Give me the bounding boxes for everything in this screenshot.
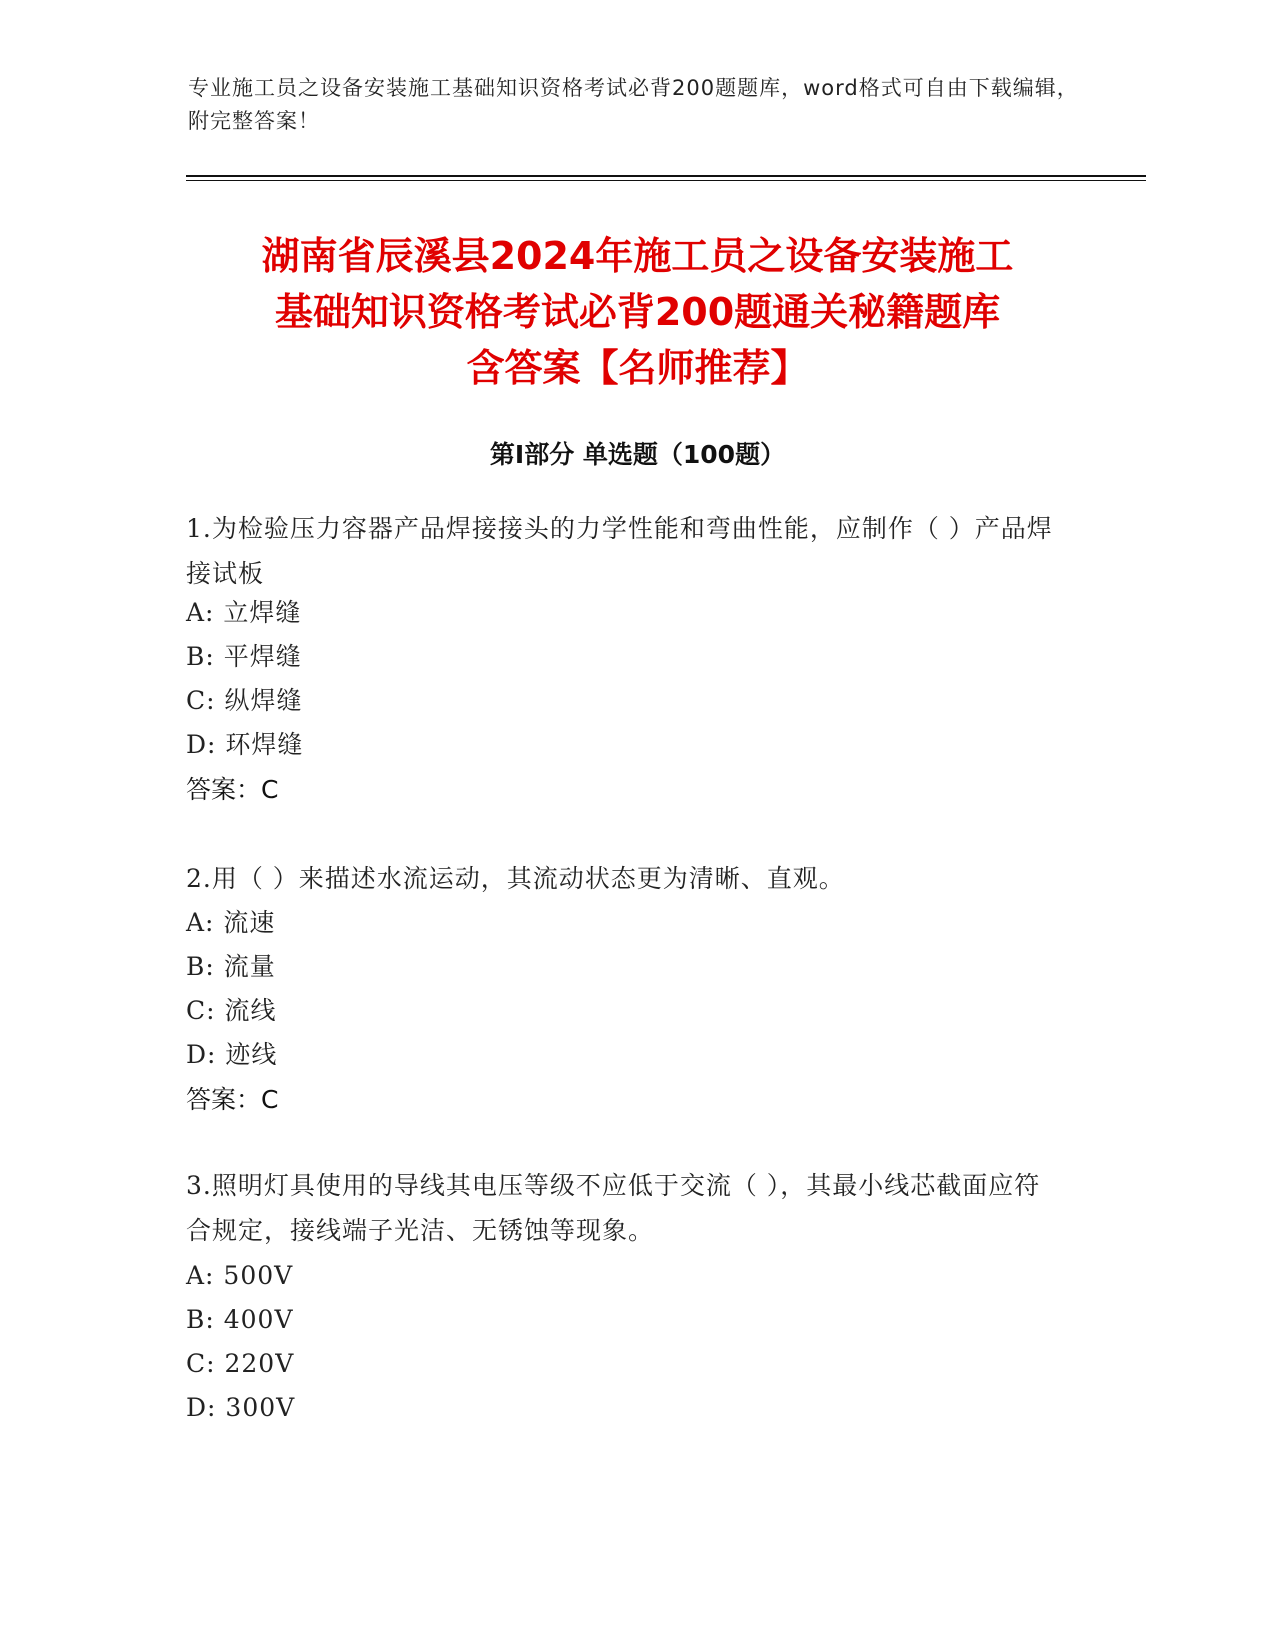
question-2-option-c: C: 流线 [186, 996, 277, 1025]
question-1-stem: 1.为检验压力容器产品焊接接头的力学性能和弯曲性能，应制作（ ）产品焊接试板 [186, 514, 1053, 588]
title-line-1: 湖南省辰溪县2024年施工员之设备安装施工 [261, 234, 1014, 278]
header-divider-thick [186, 175, 1146, 177]
title-line-2: 基础知识资格考试必背200题通关秘籍题库 [274, 290, 1001, 334]
question-2-stem: 2.用（ ）来描述水流运动，其流动状态更为清晰、直观。 [186, 864, 845, 893]
question-2-option-b: B: 流量 [186, 952, 276, 981]
document-title [160, 228, 1115, 396]
question-2-option-a: A: 流速 [186, 908, 276, 937]
section-heading: 第I部分 单选题（100题） [489, 440, 786, 469]
question-1-answer: 答案：C [186, 775, 279, 804]
question-2-answer: 答案：C [186, 1085, 279, 1114]
question-1-option-b: B: 平焊缝 [186, 642, 302, 671]
question-2-option-d: D: 迹线 [186, 1040, 278, 1069]
question-3-option-a: A: 500V [186, 1261, 294, 1290]
title-line-3: 含答案【名师推荐】 [466, 346, 809, 390]
question-3-stem: 3.照明灯具使用的导线其电压等级不应低于交流（ ），其最小线芯截面应符合规定，接线端子光洁、无锈蚀等现象。 [186, 1171, 1041, 1245]
question-1-option-a: A: 立焊缝 [186, 598, 302, 627]
question-1-option-d: D: 环焊缝 [186, 730, 304, 759]
question-1-option-c: C: 纵焊缝 [186, 686, 303, 715]
question-3-option-c: C: 220V [186, 1349, 295, 1378]
question-3-option-b: B: 400V [186, 1305, 294, 1334]
header-note: 专业施工员之设备安装施工基础知识资格考试必背200题题库，word格式可自由下载编辑，附完整答案！ [188, 76, 1079, 133]
question-3-option-d: D: 300V [186, 1393, 296, 1422]
header-divider-thin [186, 180, 1146, 181]
